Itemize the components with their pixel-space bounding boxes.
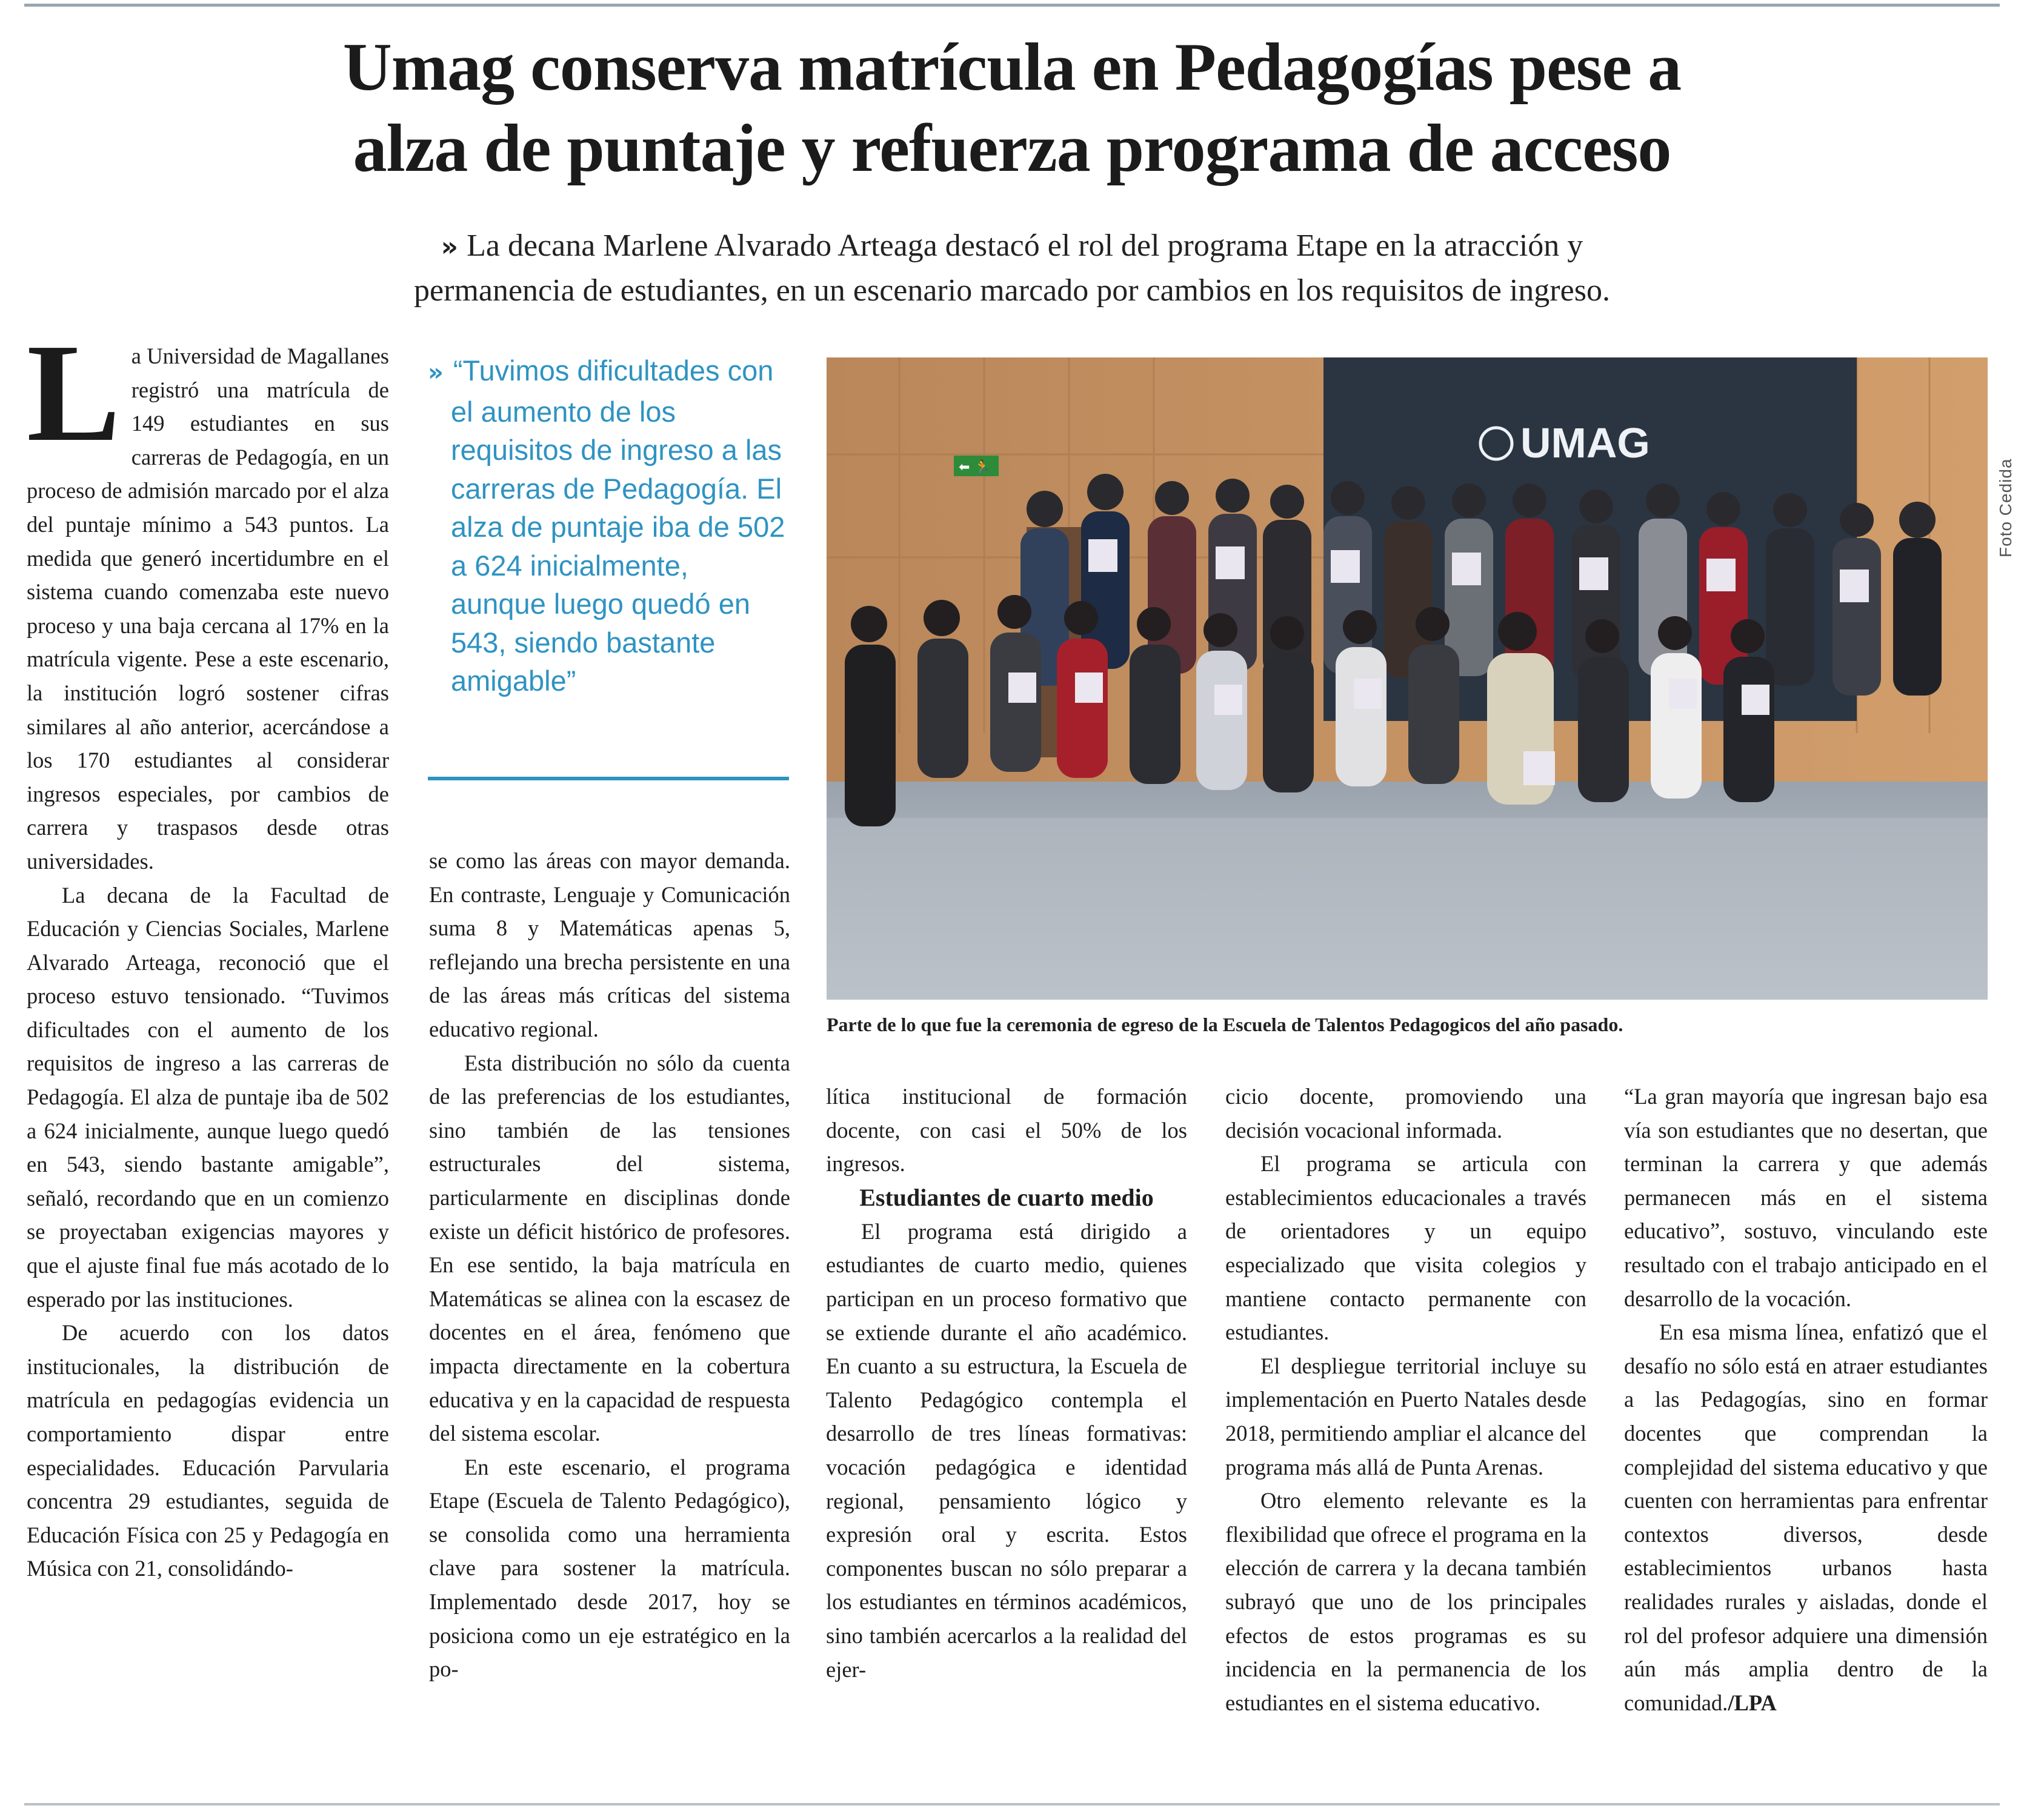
body-paragraph: Esta distribución no sólo da cuenta de las preferencias de los estudiantes, sino también de las tensiones estructurales del sistema, particularmente en disciplinas donde existe un déficit histórico de profesores. En ese sentido, la baja matrícula en Matemáticas se alinea con la escasez de docentes en el área, fenómeno que impacta directamente en la cobertura educativa y en la capacidad de respuesta del sistema escolar. [429, 1050, 790, 1446]
subhead-line-1: La decana Marlene Alvarado Arteaga destacó el rol del programa Etape en la atracción y [467, 228, 1583, 263]
headline [0, 27, 2024, 189]
article-column-5 [1624, 1080, 1988, 1719]
subheadline [267, 224, 1757, 313]
double-chevron-icon: » [428, 359, 444, 387]
backdrop-logo: UMAG [1520, 419, 1650, 467]
subhead-line-2: permanencia de estudiantes, en un escenario marcado por cambios en los requisitos de ingreso. [414, 273, 1610, 308]
body-paragraph: El despliegue territorial incluye su implementación en Puerto Natales desde 2018, permitiendo ampliar el alcance del programa más allá de Punta Arenas. [1225, 1353, 1586, 1480]
body-paragraph: En esa misma línea, enfatizó que el desafío no sólo está en atraer estudiantes a las Pedagogías, sino en formar docentes que comprendan la complejidad del sistema educativo y que cuenten con herramientas para enfrentar contextos diversos, desde establecimientos urbanos hasta realidades rurales y aisladas, donde el rol del profesor adquiere una dimensión aún más amplia dentro de la comunidad./LPA [1624, 1320, 1988, 1715]
article-column-1 [27, 315, 389, 1586]
author-signature: /LPA [1728, 1690, 1777, 1715]
body-paragraph: Otro elemento relevante es la flexibilidad que ofrece el programa en la elección de carrera y la decana también subrayó que uno de los principales efectos de estos programas es su incidencia en la permanencia de los estudiantes en el sistema educativo. [1225, 1488, 1586, 1715]
headline-line-1: Umag conserva matrícula en Pedagogías pese a [342, 30, 1682, 105]
photo-credit: Foto Cedida [1996, 458, 2015, 557]
double-chevron-icon: » [441, 231, 459, 262]
body-paragraph: En este escenario, el programa Etape (Escuela de Talento Pedagógico), se consolida como una herramienta clave para sostener la matrícula. Implementado desde 2017, hoy se posiciona como un eje estratégico en la po- [429, 1454, 790, 1682]
photo-caption: Parte de lo que fue la ceremonia de egreso de la Escuela de Talentos Pedagogicos del año pasado. [827, 1014, 1623, 1035]
pull-quote [428, 351, 789, 700]
body-paragraph: “La gran mayoría que ingresan bajo esa vía son estudiantes que no desertan, que terminan la carrera y que además permanecen más en el sistema educativo”, sostuvo, vinculando este resultado con el trabajo anticipado en el desarrollo de la vocación. [1624, 1084, 1988, 1311]
pull-quote-text: “Tuvimos dificultades con el aumento de los requisitos de ingreso a las carreras de Pedagogía. El alza de puntaje iba de 502 a 624 inicialmente, aunque luego quedó en 543, siendo bastante amigable” [451, 354, 785, 697]
body-paragraph: lítica institucional de formación docente, con casi el 50% de los ingresos. [826, 1084, 1187, 1177]
body-paragraph: De acuerdo con los datos institucionales, la distribución de matrícula en pedagogías evidencia un comportamiento dispar entre especialidades. Educación Parvularia concentra 29 estudiantes, seguida de Educación Física con 25 y Pedagogía en Música con 21, consolidándo- [27, 1320, 389, 1581]
article-column-2 [429, 844, 790, 1686]
bottom-rule [24, 1803, 2000, 1805]
body-paragraph: El programa está dirigido a estudiantes de cuarto medio, quienes participan en un proceso formativo que se extiende durante el año académico. En cuanto a su estructura, la Escuela de Talento Pedagógico contempla el desarrollo de tres líneas formativas: vocación pedagógica e identidad regional, pensamiento lógico y expresión oral y escrita. Estos componentes buscan no sólo preparar a los estudiantes en términos académicos, sino también acercarlos a la realidad del ejer- [826, 1218, 1187, 1682]
body-paragraph: El programa se articula con establecimientos educacionales a través de orientadores y un equipo especializado que visita colegios y mantiene contacto permanente con estudiantes. [1225, 1151, 1586, 1345]
exit-sign: ⬅ 🏃 [959, 460, 991, 475]
article-column-3 [826, 1080, 1187, 1686]
ceremony-photo-illustration [827, 357, 1988, 1000]
body-paragraph: cicio docente, promoviendo una decisión vocacional informada. [1225, 1084, 1586, 1143]
top-rule [24, 4, 2000, 7]
pull-quote-rule [428, 777, 789, 780]
ceremony-photo [827, 357, 1988, 1000]
lead-paragraph: La Universidad de Magallanes registró una matrícula de 149 estudiantes en sus carreras de Pedagogía, en un proceso de admisión marcado por el alza del puntaje mínimo a 543 puntos. La medida que generó incertidumbre en el sistema cuando comenzaba este nuevo proceso y una baja cercana al 17% en la matrícula vigente. Pese a este escenario, la institución logró sostener cifras similares al año anterior, acercándose a los 170 estudiantes al considerar ingresos especiales, por cambios de carrera y traspasos desde otras universidades. [27, 315, 389, 874]
body-paragraph: La decana de la Facultad de Educación y Ciencias Sociales, Marlene Alvarado Arteaga, reconoció que el proceso estuvo tensionado. “Tuvimos dificultades con el aumento de los requisitos de ingreso a las carreras de Pedagogía. El alza de puntaje iba de 502 a 624 inicialmente, aunque luego quedó en 543, siendo bastante amigable”, señaló, recordando que en un comienzo se proyectaban exigencias mayores y que el ajuste final fue más acotado de lo esperado por las instituciones. [27, 882, 389, 1312]
drop-cap: L [27, 315, 121, 471]
article-column-4 [1225, 1080, 1586, 1719]
section-subtitle: Estudiantes de cuarto medio [859, 1183, 1154, 1211]
body-paragraph: se como las áreas con mayor demanda. En contraste, Lenguaje y Comunicación suma 8 y Matemáticas apenas 5, reflejando una brecha persistente en una de las áreas más críticas del sistema educativo regional. [429, 848, 790, 1041]
headline-line-2: alza de puntaje y refuerza programa de acceso [353, 111, 1671, 186]
